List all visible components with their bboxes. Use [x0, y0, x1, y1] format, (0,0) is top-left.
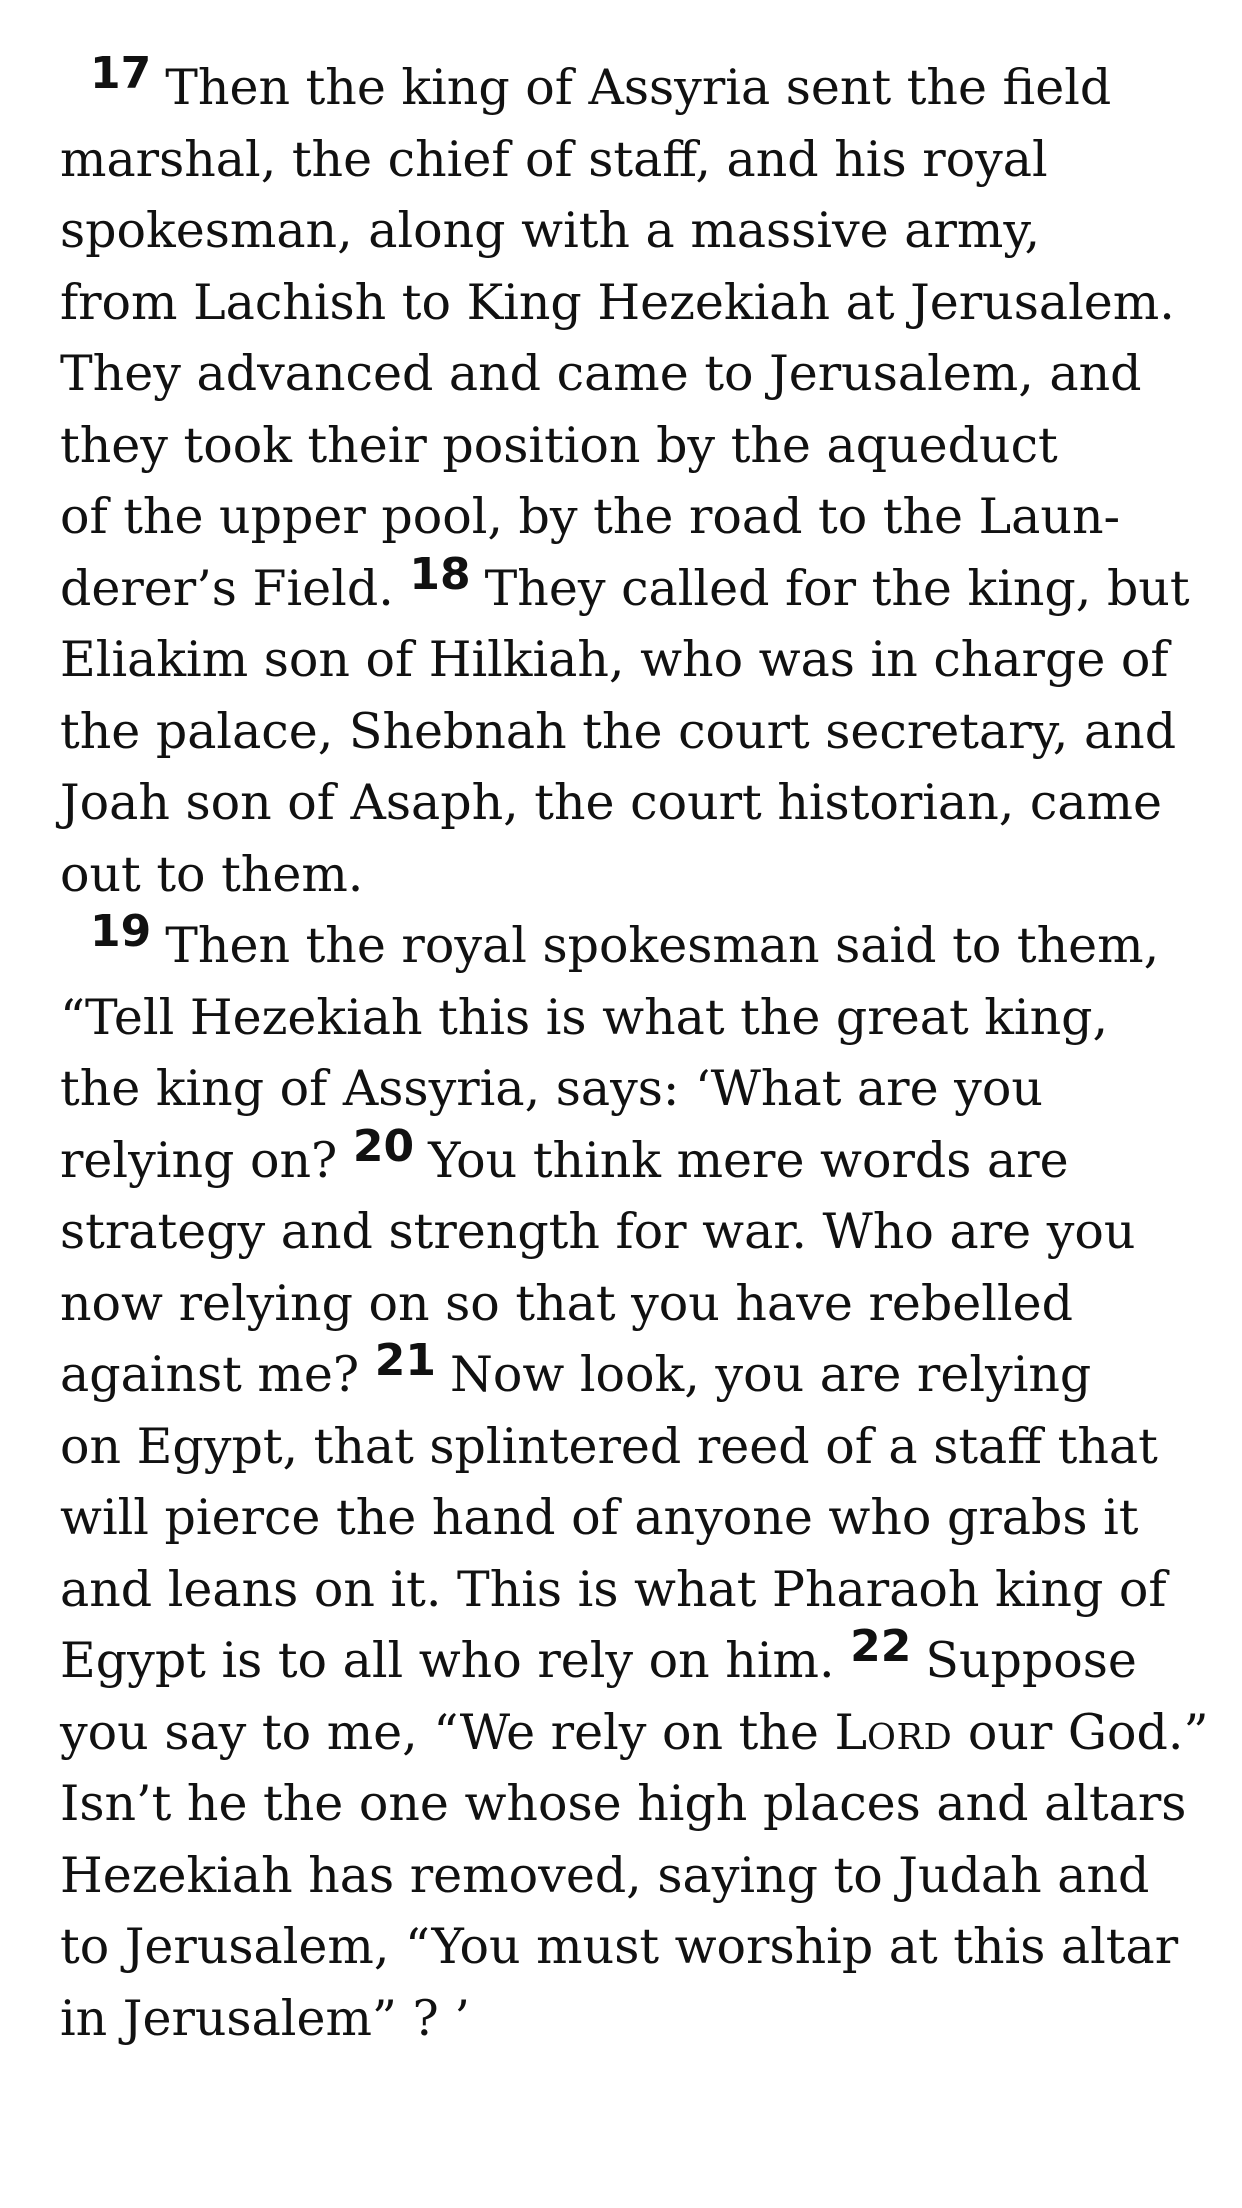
text-line	[60, 124, 1200, 196]
line-text: relying on?	[60, 1131, 338, 1189]
line-text: Isn’t he the one whose high places and altars	[60, 1775, 1187, 1832]
line-text: the king of Assyria, says: ‘What are you	[60, 1060, 1043, 1117]
line-text: from Lachish to King Hezekiah at Jerusalem.	[60, 273, 1175, 331]
line-text: Then the royal spokesman said to them,	[165, 917, 1160, 974]
line-text: Joah son of Asaph, the court historian, came	[60, 774, 1163, 831]
text-line	[60, 1840, 1200, 1912]
text-line	[60, 410, 1200, 482]
text-line	[60, 624, 1200, 696]
text-line	[60, 1621, 1200, 1697]
text-line	[60, 1053, 1200, 1125]
line-text: they took their position by the aqueduct	[60, 416, 1058, 474]
line-text: Then the king of Assyria sent the field	[165, 59, 1112, 116]
verse-number: 22	[850, 1621, 912, 1672]
text-line	[60, 839, 1200, 911]
verse-number: 19	[90, 906, 152, 957]
text-line	[60, 1268, 1200, 1340]
text-line	[60, 267, 1200, 339]
line-text: derer’s Field.	[60, 559, 394, 617]
text-line	[60, 1196, 1200, 1268]
divine-name-initial: L	[834, 1703, 868, 1761]
line-text: will pierce the hand of anyone who grabs it	[60, 1489, 1139, 1546]
text-line	[60, 481, 1200, 553]
divine-name	[834, 1704, 952, 1761]
text-line	[60, 1983, 1200, 2055]
line-text: Hezekiah has removed, saying to Judah and	[60, 1846, 1150, 1904]
line-text: Now look, you are relying	[449, 1346, 1092, 1403]
line-text: Eliakim son of Hilkiah, who was in charge of	[60, 631, 1169, 688]
line-text: to Jerusalem, “You must worship at this altar	[60, 1918, 1179, 1975]
line-text: spokesman, along with a massive army,	[60, 202, 1041, 259]
line-text: They advanced and came to Jerusalem, and	[60, 345, 1142, 402]
text-line	[60, 548, 1200, 625]
text-line	[60, 1411, 1200, 1483]
line-text: Suppose	[925, 1632, 1137, 1689]
text-line	[60, 195, 1200, 267]
line-text: in Jerusalem” ? ’	[60, 1989, 470, 2047]
line-text: You think mere words are	[428, 1131, 1069, 1189]
line-text: now relying on so that you have rebelled	[60, 1274, 1073, 1332]
text-line	[60, 1768, 1200, 1840]
line-text: on Egypt, that splintered reed of a staff that	[60, 1417, 1158, 1475]
scripture-passage	[60, 48, 1209, 2054]
line-text: against me?	[60, 1346, 360, 1403]
line-text: of the upper pool, by the road to the Laun-	[60, 488, 1121, 545]
line-text: you say to me, “We rely on the	[60, 1703, 819, 1761]
text-line	[60, 48, 1200, 124]
divine-name-smallcaps: ORD	[867, 1716, 953, 1758]
line-text: Egypt is to all who rely on him.	[60, 1632, 835, 1689]
verse-number: 17	[90, 48, 152, 99]
text-line	[60, 1482, 1200, 1554]
text-line	[60, 982, 1200, 1054]
line-text: strategy and strength for war. Who are you	[60, 1203, 1136, 1260]
line-text: out to them.	[60, 845, 364, 903]
verse-number: 20	[352, 1120, 415, 1172]
text-line	[60, 1911, 1200, 1983]
text-line	[60, 1120, 1200, 1197]
text-line	[60, 696, 1200, 768]
line-text: the palace, Shebnah the court secretary, and	[60, 702, 1177, 760]
line-text: and leans on it. This is what Pharaoh king of	[60, 1560, 1167, 1618]
line-text: They called for the king, but	[484, 559, 1190, 617]
text-line	[60, 1697, 1209, 1769]
line-text: our God.”	[967, 1703, 1209, 1761]
verse-number: 21	[374, 1335, 436, 1386]
line-text: “Tell Hezekiah this is what the great king,	[60, 988, 1109, 1046]
text-line	[60, 1335, 1200, 1411]
text-line	[60, 906, 1200, 982]
line-text: marshal, the chief of staff, and his royal	[60, 130, 1048, 188]
text-line	[60, 767, 1200, 839]
text-line	[60, 338, 1200, 410]
text-line	[60, 1554, 1200, 1626]
verse-number: 18	[409, 548, 471, 600]
